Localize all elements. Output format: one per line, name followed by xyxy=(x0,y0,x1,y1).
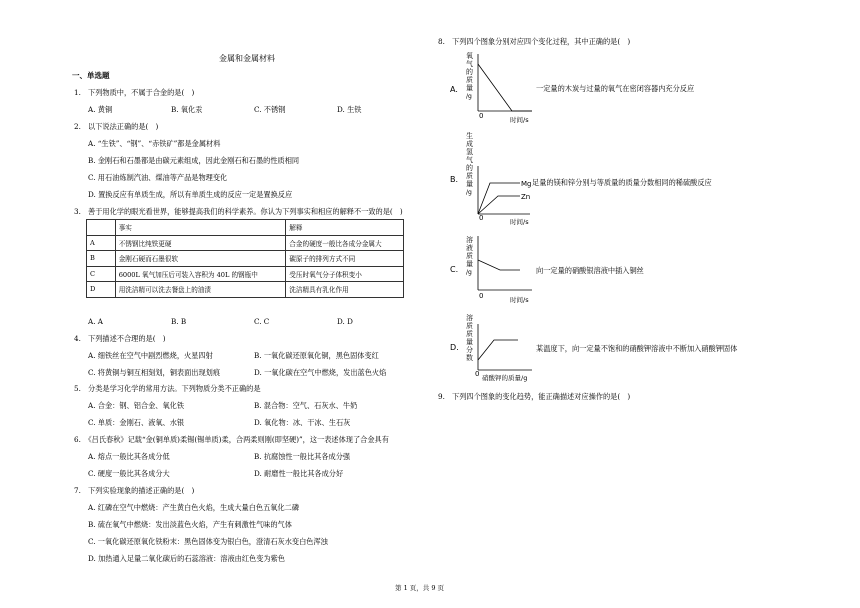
q1-option-d[interactable]: D. 生铁 xyxy=(337,105,362,114)
y-label-char: 溶 xyxy=(466,314,473,322)
q4-option-b[interactable]: B. 一氧化碳还原氧化铜，黑色固体变红 xyxy=(254,351,379,360)
table-row xyxy=(87,251,404,267)
x-axis-label: 时间/s xyxy=(510,218,529,226)
q6-option-d[interactable]: D. 耐磨性一般比其各成分好 xyxy=(254,469,344,478)
q4-stem: 4. 下列描述不合理的是( ) xyxy=(74,334,166,343)
y-label-char: 氢 xyxy=(466,148,473,156)
q2-option-a[interactable]: A. “生铁”、“钢”、“赤铁矿”都是金属材料 xyxy=(88,139,221,148)
q8-d-description: 某温度下，向一定量不饱和的硝酸钾溶液中不断加入硝酸钾固体 xyxy=(536,344,738,353)
y-unit: /g xyxy=(466,269,472,276)
y-label-char: 溶 xyxy=(466,236,473,244)
y-label-char: 的 xyxy=(466,164,473,172)
table-cell: 洗洁精具有乳化作用 xyxy=(286,282,404,298)
table-cell: 合金的硬度一般比各成分金属大 xyxy=(286,235,404,251)
table-cell: 金刚石硬而石墨很软 xyxy=(115,251,286,267)
q3-option-a[interactable]: A. A xyxy=(88,317,103,326)
q2-option-b[interactable]: B. 金刚石和石墨都是由碳元素组成，因此金刚石和石墨的性质相同 xyxy=(88,156,300,165)
y-label-char: 气 xyxy=(466,60,473,68)
q4-option-c[interactable]: C. 将黄铜与铜互相刻划，铜表面出现划痕 xyxy=(88,368,221,377)
table-row xyxy=(87,266,404,282)
x-axis-label: 时间/s xyxy=(510,116,529,124)
option-letter[interactable]: A. xyxy=(450,85,458,94)
y-label-char: 生 xyxy=(466,132,473,140)
q1-option-c[interactable]: C. 不锈钢 xyxy=(254,105,286,114)
origin-label: 0 xyxy=(479,292,484,300)
y-label-char: 液 xyxy=(466,244,473,252)
table-cell: 受压时氧气分子体积变小 xyxy=(286,266,404,282)
table-row xyxy=(87,235,404,251)
series-label-zn: Zn xyxy=(521,193,531,201)
table-header-row xyxy=(87,220,404,236)
y-label-char: 氧 xyxy=(466,52,473,60)
y-label-char: 量 xyxy=(466,84,473,92)
q7-option-d[interactable]: D. 加热通入足量二氧化碳后的石蕊溶液：溶液由红色变为紫色 xyxy=(88,554,285,563)
y-label-char: 的 xyxy=(466,68,473,76)
q7-option-c[interactable]: C. 一氧化碳还原氧化铁粉末：黑色固体变为银白色，澄清石灰水变白色浑浊 xyxy=(88,537,328,546)
q5-option-a[interactable]: A. 合金：钢、铝合金、氧化铁 xyxy=(88,401,185,410)
q6-option-a[interactable]: A. 熔点一般比其各成分低 xyxy=(88,452,170,461)
table-header-cell xyxy=(87,220,116,236)
curve-mg xyxy=(478,183,520,214)
section-heading: 一、单选题 xyxy=(72,71,110,80)
option-letter[interactable]: C. xyxy=(450,265,459,274)
origin-label: 0 xyxy=(479,214,484,222)
y-label-char: 量 xyxy=(466,180,473,188)
q6-option-b[interactable]: B. 抗腐蚀性一般比其各成分强 xyxy=(254,452,351,461)
q3-stem: 3. 善于用化学的眼光看世界，能够提高我们的科学素养。你认为下列事实和相应的解释不一致的是( ) xyxy=(74,207,403,216)
origin-label: 0 xyxy=(475,370,480,378)
table-cell: 6000L 氧气加压后可装入容积为 40L 的钢瓶中 xyxy=(115,266,286,282)
q7-option-a[interactable]: A. 红磷在空气中燃烧：产生黄白色火焰，生成大量白色五氧化二磷 xyxy=(88,503,300,512)
origin-label: 0 xyxy=(479,112,484,120)
q2-stem: 2. 以下说法正确的是( ) xyxy=(74,122,159,131)
q6-stem: 6. 《吕氏春秋》记载“金(铜单质)柔锡(锡单质)柔，合两柔则刚(即坚硬)”，这一表述体现了合金具有 xyxy=(74,435,389,444)
q3-option-d[interactable]: D. D xyxy=(337,317,353,326)
q7-stem: 7. 下列实验现象的描述正确的是( ) xyxy=(74,486,195,495)
series-label-mg: Mg xyxy=(521,180,532,188)
table-header-cell: 解释 xyxy=(286,220,404,236)
y-label-char: 分 xyxy=(466,346,473,354)
y-label-char: 气 xyxy=(466,156,473,164)
curve-oxygen-mass xyxy=(478,64,532,111)
q8-c-description: 向一定量的硝酸银溶液中插入铜丝 xyxy=(536,266,644,275)
table-cell: C xyxy=(87,266,116,282)
q5-option-c[interactable]: C. 单质：金刚石、液氧、水银 xyxy=(88,418,185,427)
q7-option-b[interactable]: B. 硫在氧气中燃烧：发出淡蓝色火焰，产生有刺激性气味的气体 xyxy=(88,520,292,529)
y-unit: /g xyxy=(466,93,472,100)
q3-option-c[interactable]: C. C xyxy=(254,317,270,326)
q5-option-b[interactable]: B. 混合物：空气、石灰水、牛奶 xyxy=(254,401,358,410)
y-label-char: 质 xyxy=(466,172,473,180)
y-label-char: 质 xyxy=(466,322,473,330)
y-label-char: 量 xyxy=(466,338,473,346)
q3-fact-table xyxy=(86,219,404,298)
table-row xyxy=(87,282,404,298)
q6-option-c[interactable]: C. 硬度一般比其各成分大 xyxy=(88,469,170,478)
page-footer: 第 1 页，共 9 页 xyxy=(395,584,445,592)
curve-mass-fraction xyxy=(478,340,518,360)
q5-option-d[interactable]: D. 氧化物：冰、干冰、生石灰 xyxy=(254,418,351,427)
q9-stem: 9. 下列四个图象的变化趋势，能正确描述对应操作的是( ) xyxy=(438,392,631,401)
table-cell: B xyxy=(87,251,116,267)
q1-option-b[interactable]: B. 氧化汞 xyxy=(171,105,203,114)
option-letter[interactable]: B. xyxy=(450,175,459,184)
q2-option-c[interactable]: C. 用石油炼制汽油、煤油等产品是物理变化 xyxy=(88,173,228,182)
y-label-char: 质 xyxy=(466,76,473,84)
q8-b-description: 足量的镁和锌分别与等质量的质量分数相同的稀硫酸反应 xyxy=(532,178,712,187)
q3-option-b[interactable]: B. B xyxy=(171,317,187,326)
table-cell: A xyxy=(87,235,116,251)
q4-option-d[interactable]: D. 一氧化碳在空气中燃烧，发出蓝色火焰 xyxy=(254,368,387,377)
y-label-char: 质 xyxy=(466,330,473,338)
y-label-char: 数 xyxy=(466,354,473,362)
q1-stem: 1. 下列物质中，不属于合金的是( ) xyxy=(74,88,195,97)
q5-stem: 5. 分类是学习化学的常用方法。下列物质分类不正确的是 xyxy=(74,384,261,393)
y-label-char: 质 xyxy=(466,252,473,260)
y-unit: /g xyxy=(466,189,472,196)
x-axis-label: 硝酸钾的质量/g xyxy=(482,374,528,382)
q8-a-description: 一定量的木炭与过量的氧气在密闭容器内充分反应 xyxy=(536,84,695,93)
q2-option-d[interactable]: D. 置换反应有单质生成，所以有单质生成的反应一定是置换反应 xyxy=(88,190,293,199)
table-cell: 碳原子的排列方式不同 xyxy=(286,251,404,267)
y-label-char: 量 xyxy=(466,260,473,268)
q4-option-a[interactable]: A. 细铁丝在空气中剧烈燃烧，火星四射 xyxy=(88,351,213,360)
document-title: 金属和金属材料 xyxy=(219,54,275,63)
table-cell: D xyxy=(87,282,116,298)
table-header-cell: 事实 xyxy=(115,220,286,236)
q8-graph-d xyxy=(448,310,548,386)
y-label-char: 成 xyxy=(466,140,473,148)
table-cell: 不锈钢比纯铁更硬 xyxy=(115,235,286,251)
table-cell: 用洗洁精可以洗去餐盘上的油渍 xyxy=(115,282,286,298)
q1-option-a[interactable]: A. 黄铜 xyxy=(88,105,113,114)
curve-solution-mass xyxy=(478,260,520,270)
x-axis-label: 时间/s xyxy=(510,296,529,304)
option-letter[interactable]: D. xyxy=(450,343,459,352)
q8-stem: 8. 下列四个图象分别对应四个变化过程，其中正确的是( ) xyxy=(438,37,631,46)
